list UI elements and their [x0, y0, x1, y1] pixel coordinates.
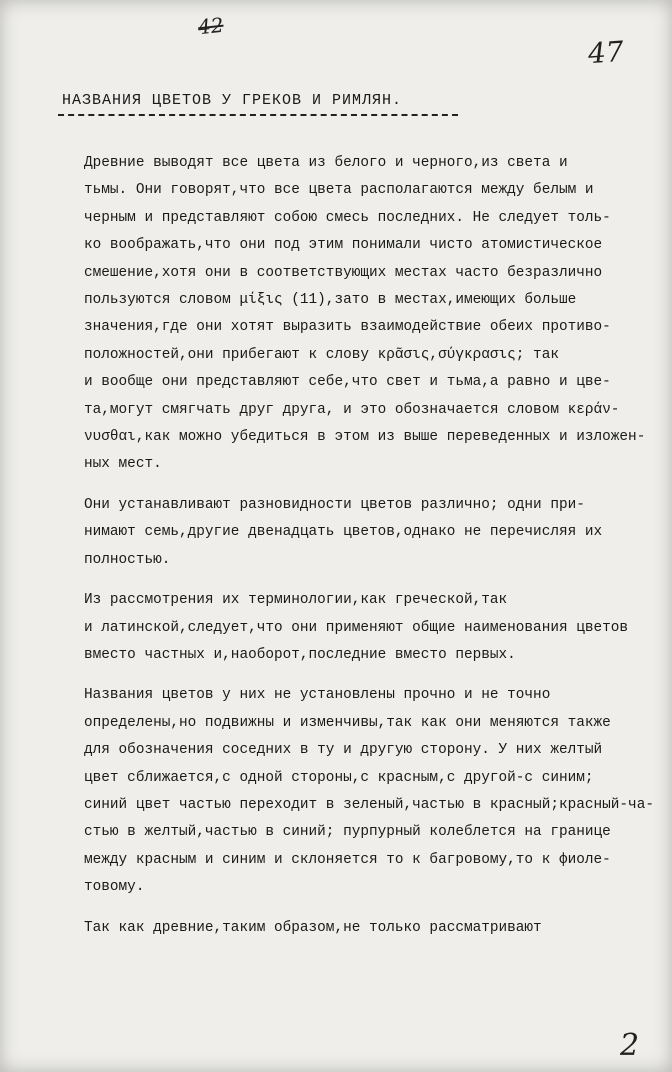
text-line: Названия цветов у них не установлены прочно и не точно — [84, 687, 551, 704]
text-line: пользуются словом μίξις (11),зато в местах,имеющих больше — [84, 292, 577, 309]
text-line: Так как древние,таким образом,не только рассматривают — [84, 919, 542, 936]
page-number: 2 — [620, 1028, 640, 1063]
text-line: Они устанавливают разновидности цветов различно; одни при- — [84, 496, 585, 513]
folio-number: 47 — [586, 34, 625, 71]
text-line: стью в желтый,частью в синий; пурпурный колеблется на границе — [84, 824, 611, 841]
text-line: синий цвет частью переходит в зеленый,частью в красный;красный-ча- — [84, 796, 654, 813]
text-line: положностей,они прибегают к слову κρᾶσις,σύγκρασις; так — [84, 346, 559, 363]
text-line: νυσθαι,как можно убедиться в этом из выше переведенных и изложен- — [84, 429, 646, 446]
text-line: черным и представляют собою смесь последних. Не следует толь- — [84, 209, 611, 226]
text-line: смешение,хотя они в соответствующих местах часто безразлично — [84, 264, 603, 281]
title-underline — [58, 114, 458, 116]
text-line: товому. — [84, 879, 145, 896]
text-line: Древние выводят все цвета из белого и черного,из света и — [84, 155, 568, 171]
paragraph-3 — [62, 587, 668, 669]
text-line: вместо частных и,наоборот,последние вместо первых. — [84, 646, 516, 663]
text-line: полностью. — [84, 551, 171, 568]
text-line: Из рассмотрения их терминологии,как греческой,так — [84, 592, 508, 609]
text-line: и вообще они представляют себе,что свет и тьма,а равно и цве- — [84, 374, 611, 391]
text-line: и латинской,следует,что они применяют общие наименования цветов — [84, 619, 629, 636]
text-line: нимают семь,другие двенадцать цветов,однако не перечисляя их — [84, 524, 603, 541]
paragraph-4 — [62, 682, 668, 901]
crossed-out-folio-number: 42 — [196, 12, 225, 40]
paragraph-2 — [62, 492, 668, 574]
text-line: та,могут смягчать друг друга, и это обозначается словом κεράν- — [84, 401, 620, 418]
text-line: значения,где они хотят выразить взаимодействие обеих противо- — [84, 319, 611, 336]
text-line: ко воображать,что они под этим понимали чисто атомистическое — [84, 237, 603, 254]
text-line: для обозначения соседних в ту и другую сторону. У них желтый — [84, 742, 603, 759]
paragraph-1 — [62, 150, 668, 479]
text-line: ных мест. — [84, 456, 162, 473]
body-text — [62, 150, 668, 955]
text-line: цвет сближается,с одной стороны,с красным,с другой-с синим; — [84, 769, 594, 786]
text-line: определены,но подвижны и изменчивы,так как они меняются также — [84, 714, 611, 731]
document-title: НАЗВАНИЯ ЦВЕТОВ У ГРЕКОВ И РИМЛЯН. — [62, 92, 403, 109]
paragraph-5 — [62, 915, 668, 942]
text-line: тьмы. Они говорят,что все цвета располагаются между белым и — [84, 182, 594, 199]
text-line: между красным и синим и склоняется то к багровому,то к фиоле- — [84, 851, 611, 868]
